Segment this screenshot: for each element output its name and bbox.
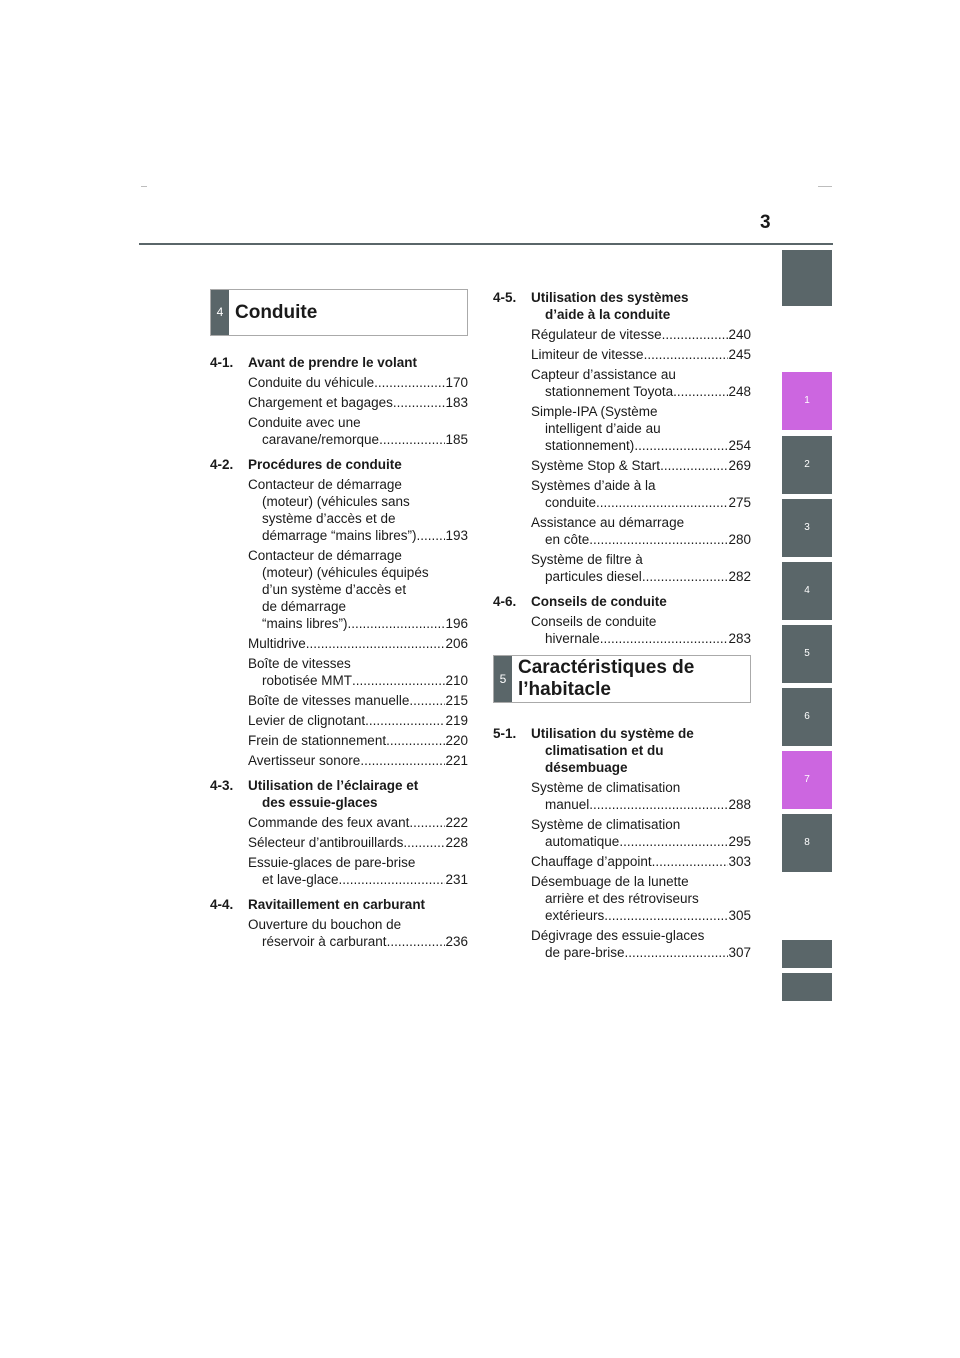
dot-leader <box>403 834 445 851</box>
toc-entry-text: Contacteur de démarrage <box>248 548 402 563</box>
toc-entry-page: 219 <box>445 713 468 728</box>
toc-entry-text: Conduite du véhicule <box>248 375 375 390</box>
toc-entry-text: conduite <box>545 495 597 510</box>
toc-entry-page: 206 <box>445 636 468 651</box>
toc-entry[interactable] <box>248 854 468 888</box>
toc-entry[interactable] <box>248 476 468 544</box>
dot-leader <box>417 527 446 544</box>
toc-entry-text: Boîte de vitesses manuelle <box>248 693 410 708</box>
toc-entry-page: 282 <box>728 569 751 584</box>
toc-entry-page: 220 <box>445 733 468 748</box>
toc-entry-page: 295 <box>728 834 751 849</box>
toc-group-heading <box>493 593 751 610</box>
dot-leader <box>386 732 445 749</box>
dot-leader <box>642 568 729 585</box>
crop-mark-left <box>141 186 147 187</box>
toc-entry-text: Système de climatisation <box>531 817 681 832</box>
toc-entry-text: Commande des feux avant <box>248 815 410 830</box>
dot-leader <box>348 615 446 632</box>
toc-entry[interactable] <box>531 613 751 647</box>
toc-entry-page: 303 <box>728 854 751 869</box>
toc-entry-text: Essuie-glaces de pare-brise <box>248 855 416 870</box>
toc-entry-text: (moteur) (véhicules équipés <box>262 565 429 580</box>
toc-entry-text: Dégivrage des essuie-glaces <box>531 928 705 943</box>
toc-entry-page: 222 <box>445 815 468 830</box>
toc-entry-text: Désembuage de la lunette <box>531 874 689 889</box>
toc-entry-page: 210 <box>445 673 468 688</box>
toc-group-number: 4-3. <box>210 778 234 793</box>
toc-entry-text: démarrage “mains libres”) <box>262 528 417 543</box>
section-header-4 <box>210 289 468 336</box>
toc-entry-text: intelligent d’aide au <box>545 421 661 436</box>
toc-entry-text: Avertisseur sonore <box>248 753 361 768</box>
toc-group-number: 4-2. <box>210 457 234 472</box>
toc-entry-page: 283 <box>728 631 751 646</box>
toc-entry[interactable] <box>248 655 468 689</box>
toc-entry-text: Levier de clignotant <box>248 713 366 728</box>
dot-leader <box>673 383 728 400</box>
dot-leader <box>374 374 445 391</box>
toc-entry-page: 240 <box>728 327 751 342</box>
toc-entry-text: Multidrive <box>248 636 306 651</box>
toc-entry-text: réservoir à carburant <box>262 934 387 949</box>
chapter-tab-6[interactable]: 6 <box>782 688 832 746</box>
toc-entry-page: 185 <box>445 432 468 447</box>
dot-leader <box>600 630 729 647</box>
toc-entry-text: Systèmes d’aide à la <box>531 478 656 493</box>
toc-entry-text: Conseils de conduite <box>531 614 657 629</box>
toc-entry-page: 228 <box>445 835 468 850</box>
chapter-tab-7[interactable]: 7 <box>782 751 832 809</box>
toc-entry[interactable] <box>248 834 468 851</box>
toc-entry-text: Chauffage d’appoint <box>531 854 652 869</box>
toc-entry-text: de pare-brise <box>545 945 625 960</box>
dot-leader <box>352 672 445 689</box>
toc-entry-text: Assistance au démarrage <box>531 515 685 530</box>
toc-entry-text: manuel <box>545 797 590 812</box>
toc-entry[interactable] <box>531 779 751 813</box>
toc-entry-text: Frein de stationnement <box>248 733 387 748</box>
section-number: 5 <box>494 656 512 702</box>
toc-entry-page: 254 <box>728 438 751 453</box>
toc-entry[interactable] <box>248 752 468 769</box>
toc-group <box>493 725 751 961</box>
toc-entry[interactable] <box>531 551 751 585</box>
toc-entry[interactable] <box>531 457 751 474</box>
toc-group-title: Ravitaillement en carburant <box>248 897 426 912</box>
toc-group <box>493 593 751 647</box>
toc-entry-text: stationnement) <box>545 438 635 453</box>
toc-entry-page: 196 <box>445 616 468 631</box>
toc-entry[interactable] <box>248 916 468 950</box>
dot-leader <box>379 431 445 448</box>
toc-entry-text: Boîte de vitesses <box>248 656 351 671</box>
toc-entry[interactable] <box>248 712 468 729</box>
header-rule <box>139 243 833 245</box>
toc-entry[interactable] <box>248 374 468 391</box>
toc-group <box>210 456 468 769</box>
dot-leader <box>393 394 446 411</box>
dot-leader <box>652 853 729 870</box>
toc-entry-page: 221 <box>445 753 468 768</box>
toc-entry-text: Contacteur de démarrage <box>248 477 402 492</box>
toc-entry-text: extérieurs <box>545 908 605 923</box>
dot-leader <box>339 871 446 888</box>
toc-group-number: 4-1. <box>210 355 234 370</box>
toc-entry-text: Capteur d’assistance au <box>531 367 676 382</box>
right-column <box>493 289 751 969</box>
toc-entry-text: automatique <box>545 834 620 849</box>
toc-entry-text: Chargement et bagages <box>248 395 393 410</box>
toc-group-title: désembuage <box>545 760 628 775</box>
toc-entry-text: arrière et des rétroviseurs <box>545 891 699 906</box>
toc-entry-page: 269 <box>728 458 751 473</box>
dot-leader <box>387 933 446 950</box>
dot-leader <box>662 326 729 343</box>
chapter-tab-8[interactable]: 8 <box>782 814 832 872</box>
toc-entry-text: Régulateur de vitesse <box>531 327 662 342</box>
chapter-tab-1[interactable]: 1 <box>782 372 832 430</box>
dot-leader <box>625 944 729 961</box>
toc-entry-text: Ouverture du bouchon de <box>248 917 402 932</box>
toc-group-heading <box>493 289 751 323</box>
toc-group <box>210 896 468 950</box>
toc-entry[interactable] <box>531 873 751 924</box>
toc-entry-text: particules diesel <box>545 569 642 584</box>
toc-entry-text: système d’accès et de <box>262 511 396 526</box>
toc-group <box>493 289 751 585</box>
toc-entry[interactable] <box>248 635 468 652</box>
toc-group-title: Avant de prendre le volant <box>248 355 418 370</box>
chapter-tab-5[interactable]: 5 <box>782 625 832 683</box>
toc-entry-page: 215 <box>445 693 468 708</box>
section-header-5 <box>493 655 751 703</box>
toc-entry-text: Simple-IPA (Système <box>531 404 658 419</box>
toc-entry-text: Système Stop & Start <box>531 458 661 473</box>
toc-entry[interactable] <box>248 814 468 831</box>
toc-entry-page: 280 <box>728 532 751 547</box>
toc-entry-page: 305 <box>728 908 751 923</box>
dot-leader <box>634 437 728 454</box>
toc-group-heading <box>210 456 468 473</box>
toc-entry-text: hivernale <box>545 631 600 646</box>
toc-entry-text: Conduite avec une <box>248 415 361 430</box>
section-title-line: l’habitacle <box>518 679 611 700</box>
chapter-tab-4[interactable]: 4 <box>782 562 832 620</box>
chapter-tab-blank[interactable] <box>782 940 832 968</box>
toc-entry-page: 288 <box>728 797 751 812</box>
toc-entry-text: en côte <box>545 532 590 547</box>
toc-entry[interactable] <box>531 477 751 511</box>
toc-entry[interactable] <box>248 394 468 411</box>
toc-group-number: 4-5. <box>493 290 517 305</box>
toc-entry-text: stationnement Toyota <box>545 384 674 399</box>
dot-leader <box>306 635 446 652</box>
toc-group-title: Procédures de conduite <box>248 457 402 472</box>
dot-leader <box>589 531 728 548</box>
toc-group-title: Utilisation du système de <box>531 726 694 741</box>
toc-entry[interactable] <box>531 514 751 548</box>
toc-entry[interactable] <box>531 853 751 870</box>
dot-leader <box>596 494 728 511</box>
dot-leader <box>365 712 445 729</box>
toc-group-title: climatisation et du <box>545 743 664 758</box>
left-column <box>210 289 468 958</box>
toc-entry-page: 183 <box>445 395 468 410</box>
toc-entry-text: Limiteur de vitesse <box>531 347 644 362</box>
chapter-tab-3[interactable]: 3 <box>782 499 832 557</box>
section-number: 4 <box>211 290 229 335</box>
toc-entry-text: (moteur) (véhicules sans <box>262 494 410 509</box>
section-title-line: Caractéristiques de <box>518 657 695 678</box>
toc-entry[interactable] <box>248 414 468 448</box>
toc-entry-text: “mains libres”) <box>262 616 348 631</box>
dot-leader <box>660 457 728 474</box>
section-title: Conduite <box>235 301 318 323</box>
toc-group-heading <box>493 725 751 776</box>
dot-leader <box>619 833 728 850</box>
page-number: 3 <box>760 212 771 233</box>
toc-group-heading <box>210 777 468 811</box>
toc-entry-page: 236 <box>445 934 468 949</box>
dot-leader <box>589 796 728 813</box>
toc-entry[interactable] <box>531 326 751 343</box>
toc-entry-text: Système de climatisation <box>531 780 681 795</box>
toc-group-title: Utilisation de l’éclairage et <box>248 778 419 793</box>
toc-group-title: d’aide à la conduite <box>545 307 671 322</box>
chapter-tab-2[interactable]: 2 <box>782 436 832 494</box>
toc-entry[interactable] <box>531 346 751 363</box>
chapter-tab-blank[interactable] <box>782 250 832 306</box>
toc-group <box>210 777 468 888</box>
toc-entry[interactable] <box>248 732 468 749</box>
toc-entry-page: 307 <box>728 945 751 960</box>
toc-entry[interactable] <box>531 366 751 400</box>
toc-entry[interactable] <box>531 403 751 454</box>
toc-entry-page: 248 <box>728 384 751 399</box>
dot-leader <box>360 752 445 769</box>
toc-entry[interactable] <box>248 547 468 632</box>
toc-group-number: 5-1. <box>493 726 517 741</box>
toc-group-heading <box>210 354 468 371</box>
chapter-tab-blank[interactable] <box>782 973 832 1001</box>
toc-entry-text: et lave-glace <box>262 872 339 887</box>
toc-entry-text: de démarrage <box>262 599 347 614</box>
dot-leader <box>604 907 728 924</box>
toc-group-title: Conseils de conduite <box>531 594 667 609</box>
dot-leader <box>409 814 445 831</box>
toc-group-heading <box>210 896 468 913</box>
section-title <box>512 656 750 702</box>
toc-entry-text: caravane/remorque <box>262 432 380 447</box>
toc-entry-page: 193 <box>445 528 468 543</box>
toc-group-number: 4-6. <box>493 594 517 609</box>
toc-group-number: 4-4. <box>210 897 234 912</box>
toc-group <box>210 354 468 448</box>
toc-entry-text: Système de filtre à <box>531 552 643 567</box>
toc-entry[interactable] <box>531 927 751 961</box>
toc-entry-text: Sélecteur d’antibrouillards <box>248 835 404 850</box>
toc-entry-page: 275 <box>728 495 751 510</box>
toc-entry-page: 170 <box>445 375 468 390</box>
toc-entry-page: 245 <box>728 347 751 362</box>
toc-entry-text: robotisée MMT <box>262 673 353 688</box>
toc-group-title: Utilisation des systèmes <box>531 290 689 305</box>
dot-leader <box>644 346 729 363</box>
toc-entry-page: 231 <box>445 872 468 887</box>
dot-leader <box>409 692 445 709</box>
toc-entry[interactable] <box>531 816 751 850</box>
crop-mark-right <box>818 186 832 187</box>
toc-group-title: des essuie-glaces <box>262 795 378 810</box>
toc-entry[interactable] <box>248 692 468 709</box>
toc-entry-text: d’un système d’accès et <box>262 582 407 597</box>
